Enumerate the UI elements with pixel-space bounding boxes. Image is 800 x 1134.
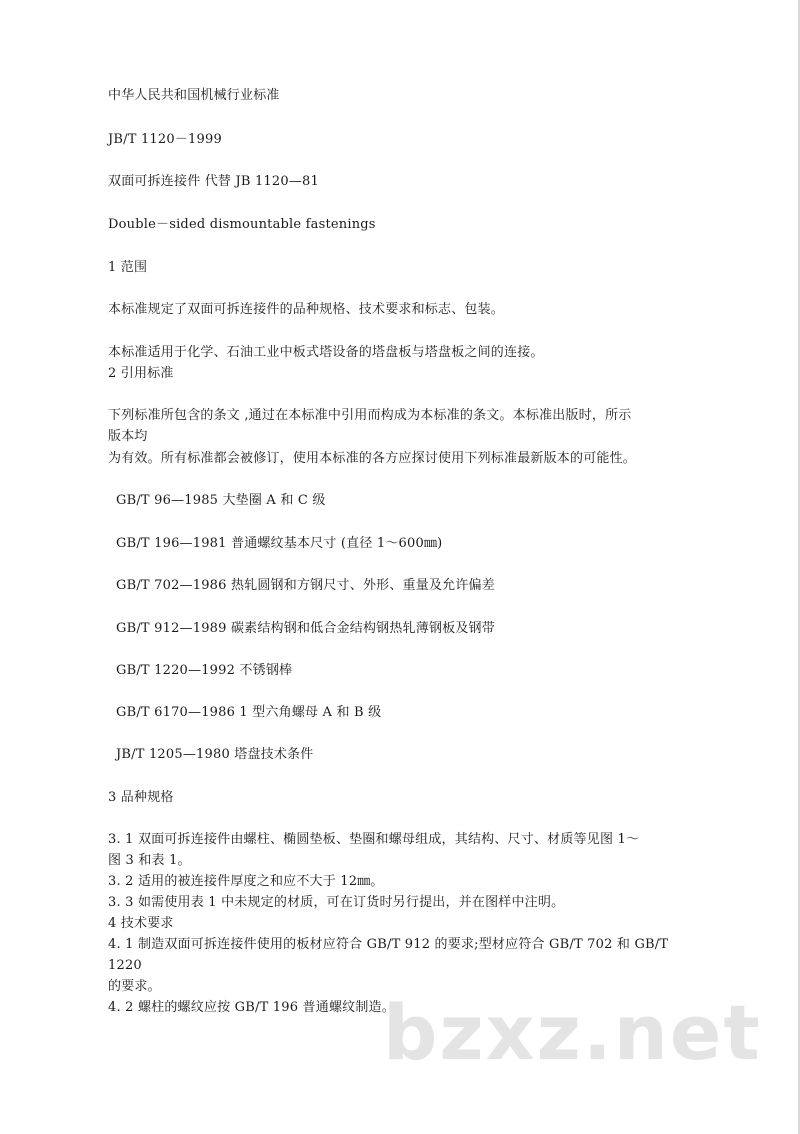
reference-item: GB/T 912—1989 碳素结构钢和低合金结构钢热轧薄钢板及钢带 [116, 621, 495, 636]
reference-item: GB/T 1220—1992 不锈钢棒 [116, 663, 293, 678]
reference-item: JB/T 1205—1980 塔盘技术条件 [116, 747, 314, 762]
section-1-para-2: 本标准适用于化学、石油工业中板式塔设备的塔盘板与塔盘板之间的连接。 [108, 345, 544, 360]
section-4-heading: 4 技术要求 [108, 916, 174, 931]
clause-4-1-line-2: 1220 [108, 958, 142, 973]
watermark: bzxz.net [383, 988, 762, 1077]
clause-4-1-line-1: 4. 1 制造双面可拆连接件使用的板材应符合 GB/T 912 的要求;型材应符合 GB/T 702 和 GB/T [108, 937, 669, 952]
title-line: 双面可拆连接件 代替 JB 1120—81 [108, 174, 319, 189]
clause-3-3: 3. 3 如需使用表 1 中未规定的材质，可在订货时另行提出，并在图样中注明。 [108, 895, 565, 910]
section-1-para-1: 本标准规定了双面可拆连接件的品种规格、技术要求和标志、包装。 [108, 302, 505, 317]
standard-code: JB/T 1120－1999 [108, 132, 222, 147]
title-english: Double－sided dismountable fastenings [108, 217, 376, 232]
clause-3-1-line-1: 3. 1 双面可拆连接件由螺柱、椭圆垫板、垫圈和螺母组成，其结构、尺寸、材质等见图 1～ [108, 832, 640, 847]
clause-3-2: 3. 2 适用的被连接件厚度之和应不大于 12㎜。 [108, 874, 384, 889]
reference-item: GB/T 6170—1986 1 型六角螺母 A 和 B 级 [116, 705, 382, 720]
clause-3-1-line-2: 图 3 和表 1。 [108, 853, 191, 868]
standard-header: 中华人民共和国机械行业标准 [108, 88, 280, 103]
section-3-heading: 3 品种规格 [108, 790, 174, 805]
reference-item: GB/T 96—1985 大垫圈 A 和 C 级 [116, 493, 326, 508]
clause-4-2: 4. 2 螺柱的螺纹应按 GB/T 196 普通螺纹制造。 [108, 1000, 395, 1015]
reference-item: GB/T 702—1986 热轧圆钢和方钢尺寸、外形、重量及允许偏差 [116, 578, 495, 593]
clause-4-1-line-3: 的要求。 [108, 979, 161, 994]
section-2-para-line-3: 为有效。所有标准都会被修订，使用本标准的各方应探讨使用下列标准最新版本的可能性。 [108, 451, 637, 466]
section-1-heading: 1 范围 [108, 260, 148, 275]
section-2-para-line-2: 版本均 [108, 429, 148, 444]
reference-item: GB/T 196—1981 普通螺纹基本尺寸 (直径 1～600㎜) [116, 536, 443, 551]
section-2-para-line-1: 下列标准所包含的条文 ,通过在本标准中引用而构成为本标准的条文。本标准出版时，所示 [108, 408, 632, 423]
section-2-heading: 2 引用标准 [108, 366, 174, 381]
